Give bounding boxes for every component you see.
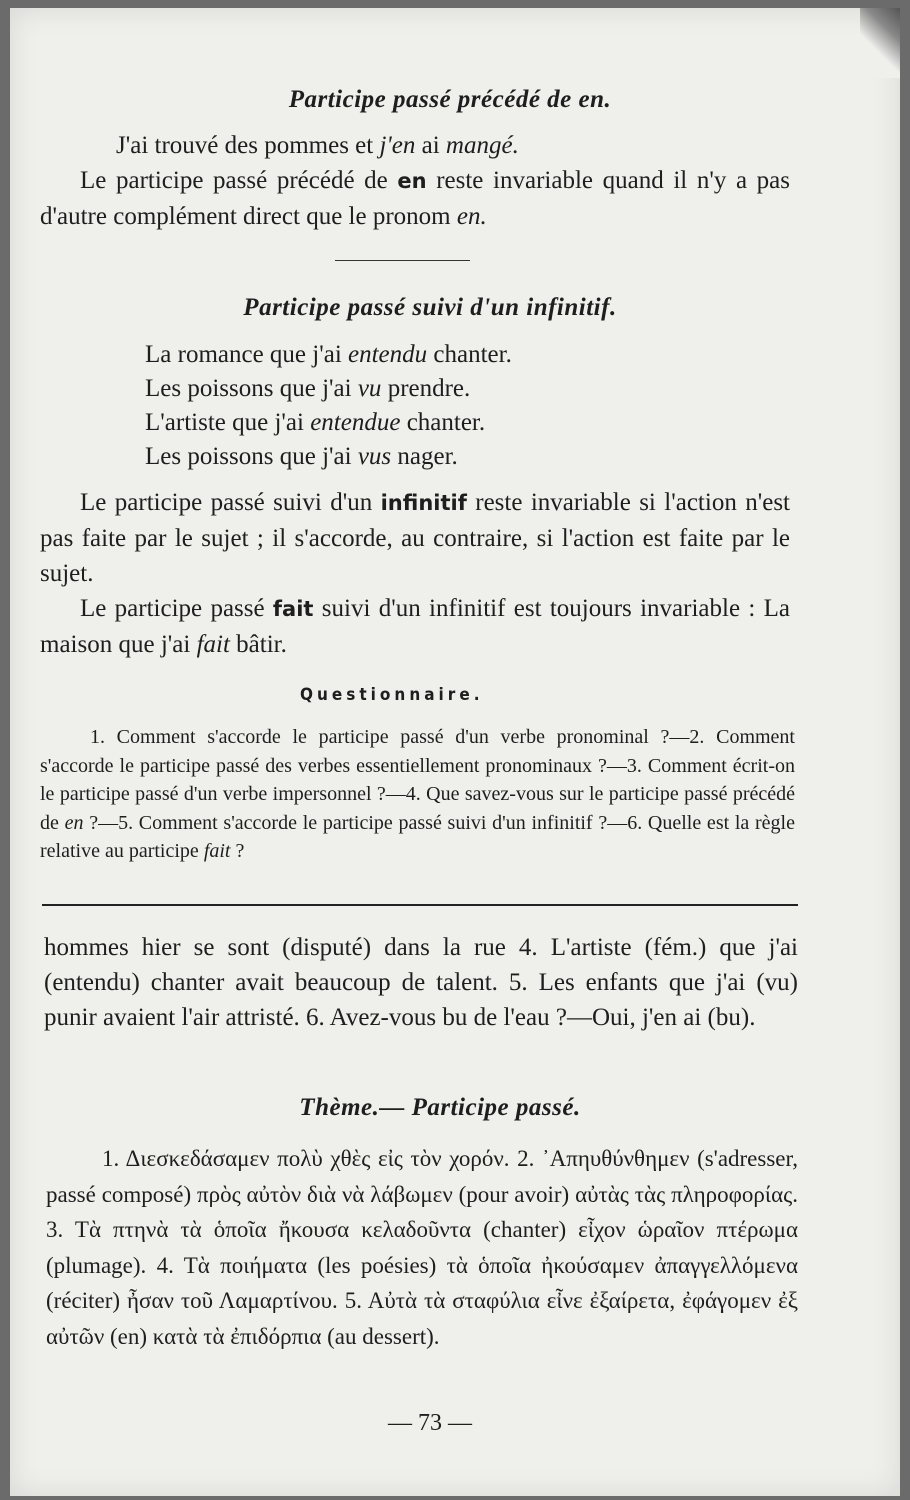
- exercise-text: hommes hier se sont (disputé) dans la rue 4. L'artiste (fém.) que j'ai (entendu) chanter avait beaucoup de talent. 5. Les enfants que j'ai (vu) punir avaient l'air attristé. 6. Avez-vous bu de l'eau ?—Oui, j'en ai (bu).: [44, 934, 798, 1031]
- section1-example: [40, 128, 790, 163]
- rule-text: bâtir.: [229, 631, 287, 658]
- section2-body: [40, 485, 790, 662]
- section-divider: [335, 260, 470, 261]
- rule-text: reste invariable quand il n'y a pas d'autre complément direct que le pronom: [40, 167, 790, 230]
- section2-title: Participe passé suivi d'un infinitif.: [243, 294, 617, 321]
- theme-title: Thème.— Participe passé.: [299, 1094, 581, 1121]
- question-text: 1. Comment s'accorde le participe passé d'un verbe pronominal ?—2. Comment s'accorde le participe passé des verbes essentiellement pronominaux ?—3. Comment écrit-on le participe passé d'un verbe impersonnel ?—4. Que savez-vous sur le participe passé précédé de: [40, 726, 795, 834]
- theme-text: 1. Διεσκεδάσαμεν πολὺ χθὲς εἰς τὸν χορόν. 2. ᾿Απηυθύνθημεν (s'adresser, passé composé) πρὸς αὐτὸν διὰ νὰ λάβωμεν (pour avoir) αὐτὰς τὰς πληροφορίας. 3. Τὰ πτηνὰ τὰ ὁποῖα ἤκουσα κελαδοῦντα (chanter) εἶχον ὡραῖον πτέρωμα (plumage). 4. Τὰ ποιήματα (les poésies) τὰ ὁποῖα ἠκούσαμεν ἀπαγγελλόμενα (réciter) ἦσαν τοῦ Λαμαρτίνου. 5. Αὐτὰ τὰ σταφύλια εἶνε ἐξαίρετα, ἐφάγομεν ἐξ αὐτῶν (en) κατὰ τὰ ἐπιδόρπια (au dessert).: [46, 1146, 798, 1349]
- rule-bold: infinitif: [380, 491, 467, 515]
- theme-body: [46, 1141, 798, 1354]
- example-italic: entendu: [348, 341, 428, 368]
- example-text: L'artiste que j'ai: [145, 409, 311, 436]
- rule-text: reste invariable si l'action n'est pas faite par le sujet ; il s'accorde, au contraire, si l'action est faite par le sujet.: [40, 489, 790, 587]
- question-text: ?—5. Comment s'accorde le participe passé suivi d'un infinitif ?—6. Quelle est la règle relative au participe: [40, 811, 795, 862]
- rule-bold: fait: [272, 597, 314, 621]
- example-text: Les poissons que j'ai: [145, 375, 358, 402]
- example-text: Les poissons que j'ai: [145, 443, 358, 470]
- rule-italic: en.: [456, 203, 487, 230]
- questionnaire-text: [40, 723, 795, 866]
- section2-rule1: [40, 485, 790, 591]
- rule-italic: fait: [196, 631, 230, 658]
- example-italic: vu: [357, 375, 382, 402]
- exercise-body: [44, 930, 798, 1035]
- example-line: [145, 372, 765, 406]
- exercise-separator: [42, 904, 798, 906]
- example-line: [145, 440, 765, 474]
- rule-bold: en: [397, 169, 427, 193]
- example-italic: j'en: [379, 132, 416, 159]
- example-italic: mangé.: [445, 132, 519, 159]
- example-text: chanter.: [400, 409, 486, 436]
- section1-body: [40, 128, 790, 234]
- example-text: chanter.: [427, 341, 512, 368]
- example-italic: entendue: [310, 409, 401, 436]
- page-number: — 73 —: [388, 1410, 472, 1436]
- rule-text: suivi d'un infinitif est toujours invariable : La maison que j'ai: [40, 595, 790, 658]
- example-italic: vus: [357, 443, 392, 470]
- rule-text: Le participe passé précédé de: [80, 167, 398, 194]
- rule-text: Le participe passé: [80, 595, 273, 622]
- questionnaire-heading: Questionnaire.: [300, 685, 484, 705]
- section2-rule2: [40, 591, 790, 662]
- book-page: [10, 8, 900, 1496]
- example-text: nager.: [391, 443, 458, 470]
- section1-rule: [40, 163, 790, 234]
- example-line: [145, 406, 765, 440]
- example-text: ai: [415, 132, 446, 159]
- example-line: [145, 338, 765, 372]
- question-italic: en: [64, 811, 84, 834]
- example-text: prendre.: [381, 375, 471, 402]
- rule-text: Le participe passé suivi d'un: [80, 489, 381, 516]
- question-text: ?: [230, 840, 245, 862]
- question-italic: fait: [203, 840, 231, 862]
- section2-examples: [145, 338, 765, 474]
- page-corner-fold: [860, 8, 900, 78]
- questionnaire-body: [40, 723, 795, 866]
- example-text: J'ai trouvé des pommes et: [116, 132, 380, 159]
- example-text: La romance que j'ai: [145, 341, 349, 368]
- section1-title: Participe passé précédé de en.: [288, 86, 612, 113]
